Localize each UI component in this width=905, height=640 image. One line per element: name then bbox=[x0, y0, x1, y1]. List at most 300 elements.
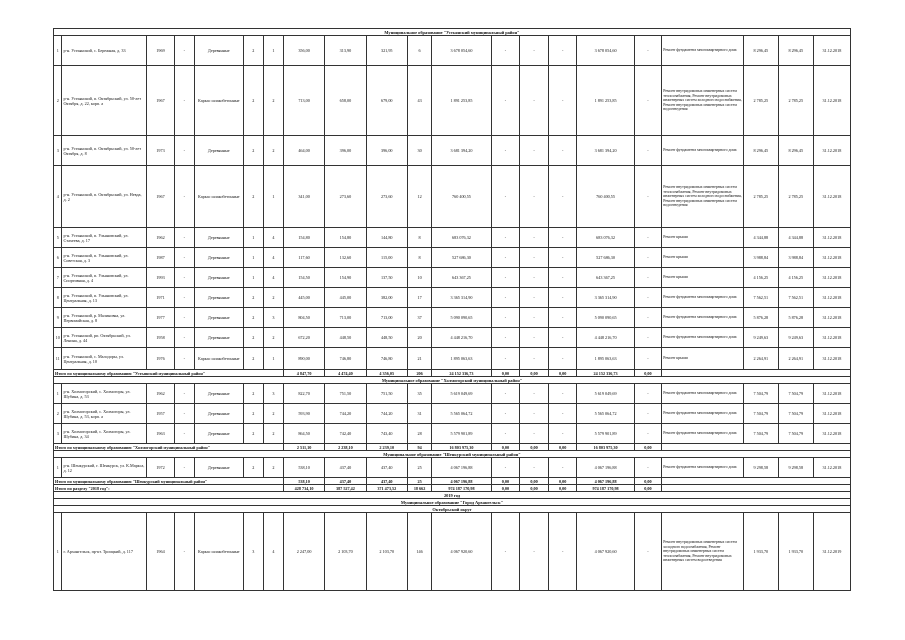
cell-a3: 115,00 bbox=[366, 248, 407, 268]
cell-n: 2 bbox=[54, 404, 62, 424]
cell-s2: 4 156,25 bbox=[778, 268, 813, 288]
section-header-title: Муниципальное образование "Шенкурский муниципальный район" bbox=[54, 451, 851, 458]
cell-mat: Деревянные bbox=[194, 288, 243, 308]
cell-s2: 3 988,84 bbox=[778, 248, 813, 268]
cell-cost2: 1 891 253,85 bbox=[577, 66, 634, 136]
cell-c3: - bbox=[520, 136, 549, 166]
cell-n: 3 bbox=[54, 424, 62, 444]
cell-a1: 890,00 bbox=[283, 348, 324, 370]
cell-x1: - bbox=[174, 458, 194, 478]
cell-res: 12 bbox=[407, 166, 431, 228]
cell-res: 31 bbox=[407, 404, 431, 424]
cell-year: 1967 bbox=[147, 66, 175, 136]
cell-addr: р-н. Шенкурский, г. Шенкурск, ул. К.Маркса, д. 12 bbox=[62, 458, 147, 478]
cell-res: 6 bbox=[407, 36, 431, 66]
cell-year: 1971 bbox=[147, 288, 175, 308]
cell-c3: - bbox=[520, 404, 549, 424]
cell-s1: 9 298,58 bbox=[743, 458, 778, 478]
cell-c4: - bbox=[548, 66, 577, 136]
cell-addr: р-н. Устьянский, с. Бережная, д. 33 bbox=[62, 36, 147, 66]
cell-work: Ремонт фундамента многоквартирного дома bbox=[662, 424, 744, 444]
cell-c4: - bbox=[548, 384, 577, 404]
cell-s1: 2 785,25 bbox=[743, 166, 778, 228]
cell-a2: 437,40 bbox=[325, 458, 366, 478]
cell-c2: - bbox=[491, 36, 520, 66]
cell-cost: 3 365 314,90 bbox=[432, 288, 491, 308]
cell-fl: 2 bbox=[243, 424, 263, 444]
cell-en: 1 bbox=[263, 348, 283, 370]
cell-c2: - bbox=[491, 458, 520, 478]
cell-res: 146 bbox=[407, 513, 431, 591]
cell-work: Ремонт фундамента многоквартирного дома bbox=[662, 384, 744, 404]
total-c2: 0,00 bbox=[491, 370, 520, 377]
cell-en: 4 bbox=[263, 248, 283, 268]
cell-cost2: 4 448 216,70 bbox=[577, 328, 634, 348]
cell-x1: - bbox=[174, 288, 194, 308]
cell-fl: 2 bbox=[243, 136, 263, 166]
cell-en: 4 bbox=[263, 228, 283, 248]
cell-res: 8 bbox=[407, 248, 431, 268]
cell-year: 1962 bbox=[147, 384, 175, 404]
table-row bbox=[54, 328, 851, 348]
cell-mat: Каркас шлакобетонные bbox=[194, 348, 243, 370]
cell-cost2: 5 579 901,89 bbox=[577, 424, 634, 444]
cell-cost2: 527 686,30 bbox=[577, 248, 634, 268]
cell-a1: 822,70 bbox=[283, 384, 324, 404]
total-c4: 0,00 bbox=[548, 444, 577, 451]
cell-date: 31.12.2019 bbox=[813, 513, 850, 591]
total-cost2: 4 067 196,88 bbox=[577, 478, 634, 485]
cell-s1: 4 344,88 bbox=[743, 228, 778, 248]
cell-a1: 341,00 bbox=[283, 166, 324, 228]
cell-c3: - bbox=[520, 248, 549, 268]
table-row bbox=[54, 66, 851, 136]
cell-res: 28 bbox=[407, 424, 431, 444]
cell-c3: - bbox=[520, 458, 549, 478]
cell-a3: 137,50 bbox=[366, 268, 407, 288]
total-a3: 371 473,52 bbox=[366, 485, 407, 492]
cell-fl: 3 bbox=[243, 513, 263, 591]
cell-s1: 2 785,25 bbox=[743, 66, 778, 136]
cell-mat: Деревянные bbox=[194, 308, 243, 328]
cell-cost: 1 891 253,85 bbox=[432, 66, 491, 136]
cell-n: 2 bbox=[54, 66, 62, 136]
cell-c2: - bbox=[491, 513, 520, 591]
total-a2: 4 474,40 bbox=[325, 370, 366, 377]
total-cost: 974 187 170,98 bbox=[432, 485, 491, 492]
cell-c2: - bbox=[491, 166, 520, 228]
cell-cost2: 3 681 394,20 bbox=[577, 136, 634, 166]
total-blank-cell bbox=[662, 478, 851, 485]
cell-a3: 396,00 bbox=[366, 136, 407, 166]
cell-mat: Деревянные bbox=[194, 404, 243, 424]
total-c5: 0,00 bbox=[634, 370, 662, 377]
cell-date: 31.12.2018 bbox=[813, 458, 850, 478]
cell-a2: 154,80 bbox=[325, 228, 366, 248]
cell-addr: г. Архангельск, пр-кт. Троицкий, д. 117 bbox=[62, 513, 147, 591]
cell-year: 1967 bbox=[147, 166, 175, 228]
cell-a1: 154,80 bbox=[283, 228, 324, 248]
subsection-header-title: Октябрьский округ bbox=[54, 506, 851, 513]
cell-fl: 2 bbox=[243, 348, 263, 370]
cell-res: 37 bbox=[407, 308, 431, 328]
cell-cost2: 760 400,55 bbox=[577, 166, 634, 228]
cell-cost: 1 895 063,63 bbox=[432, 348, 491, 370]
cell-cost: 5 579 901,89 bbox=[432, 424, 491, 444]
cell-en: 3 bbox=[263, 384, 283, 404]
total-c2: 0,00 bbox=[491, 478, 520, 485]
cell-cost: 4 448 216,70 bbox=[432, 328, 491, 348]
total-row bbox=[54, 444, 851, 451]
cell-year: 1969 bbox=[147, 36, 175, 66]
cell-addr: р-н. Устьянский, с. Малодоры, ул. Центральная, д. 10 bbox=[62, 348, 147, 370]
cell-s2: 2 264,91 bbox=[778, 348, 813, 370]
total-c4: 0,00 bbox=[548, 485, 577, 492]
cell-a2: 744,20 bbox=[325, 404, 366, 424]
cell-addr: р-н. Холмогорский, с. Холмогоры, ул. Шубина, д. 34 bbox=[62, 424, 147, 444]
cell-cost2: 3 678 054,60 bbox=[577, 36, 634, 66]
cell-cost: 3 678 054,60 bbox=[432, 36, 491, 66]
cell-year: 1993 bbox=[147, 268, 175, 288]
cell-mat: Деревянные bbox=[194, 228, 243, 248]
table-row bbox=[54, 404, 851, 424]
cell-c4: - bbox=[548, 348, 577, 370]
section-header bbox=[54, 451, 851, 458]
cell-work: Ремонт внутридомовых инженерных систем холодного водоснабжения, Ремонт внутридомовых инженерных систем теплоснабжения, Ремонт внутридомовых инженерных систем водоотведения bbox=[662, 513, 744, 591]
cell-a2: 273,60 bbox=[325, 166, 366, 228]
section-header-title: Муниципальное образование "Холмогорский муниципальный район" bbox=[54, 377, 851, 384]
cell-fl: 1 bbox=[243, 228, 263, 248]
cell-work: Ремонт фундамента многоквартирного дома bbox=[662, 404, 744, 424]
cell-res: 10 bbox=[407, 268, 431, 288]
cell-x1: - bbox=[174, 66, 194, 136]
cell-c5: - bbox=[634, 248, 662, 268]
cell-work: Ремонт фундамента многоквартирного дома bbox=[662, 136, 744, 166]
cell-addr: р-н. Устьянский, п. Ульяновский, ул. Стахеева, д. 17 bbox=[62, 228, 147, 248]
cell-a3: 321,95 bbox=[366, 36, 407, 66]
cell-a1: 864,50 bbox=[283, 424, 324, 444]
cell-work: Ремонт крыши bbox=[662, 348, 744, 370]
cell-c5: - bbox=[634, 404, 662, 424]
total-label: Итого по муниципальному образованию "Устьянский муниципальный район" bbox=[54, 370, 284, 377]
total-cost2: 974 187 170,98 bbox=[577, 485, 634, 492]
cell-cost2: 5 565 064,72 bbox=[577, 404, 634, 424]
cell-c5: - bbox=[634, 166, 662, 228]
cell-fl: 2 bbox=[243, 328, 263, 348]
cell-c4: - bbox=[548, 228, 577, 248]
cell-x1: - bbox=[174, 36, 194, 66]
cell-c3: - bbox=[520, 328, 549, 348]
cell-date: 31.12.2018 bbox=[813, 248, 850, 268]
table-row bbox=[54, 513, 851, 591]
cell-cost: 4 067 920,60 bbox=[432, 513, 491, 591]
cell-n: 1 bbox=[54, 36, 62, 66]
cell-addr: р-н. Устьянский, п. Октябрьский, ул. 50-лет Октября, д. 22, корп. а bbox=[62, 66, 147, 136]
total-a2: 387 527,42 bbox=[325, 485, 366, 492]
cell-a2: 313,90 bbox=[325, 36, 366, 66]
cell-year: 1962 bbox=[147, 228, 175, 248]
cell-year: 1964 bbox=[147, 513, 175, 591]
cell-c4: - bbox=[548, 248, 577, 268]
cell-s2: 7 562,51 bbox=[778, 288, 813, 308]
total-cost2: 24 152 336,73 bbox=[577, 370, 634, 377]
cell-x1: - bbox=[174, 248, 194, 268]
cell-res: 21 bbox=[407, 348, 431, 370]
cell-date: 31.12.2018 bbox=[813, 166, 850, 228]
cell-c5: - bbox=[634, 328, 662, 348]
cell-x1: - bbox=[174, 308, 194, 328]
cell-work: Ремонт фундамента многоквартирного дома bbox=[662, 288, 744, 308]
total-a3: 2 239,10 bbox=[366, 444, 407, 451]
cell-c4: - bbox=[548, 328, 577, 348]
cell-cost: 5 619 049,69 bbox=[432, 384, 491, 404]
cell-c2: - bbox=[491, 268, 520, 288]
cell-res: 8 bbox=[407, 228, 431, 248]
cell-s1: 5 876,28 bbox=[743, 308, 778, 328]
section-header bbox=[54, 377, 851, 384]
cell-c5: - bbox=[634, 136, 662, 166]
cell-c2: - bbox=[491, 404, 520, 424]
cell-c3: - bbox=[520, 384, 549, 404]
table-row bbox=[54, 424, 851, 444]
cell-cost2: 1 895 063,63 bbox=[577, 348, 634, 370]
total-label: Итого по муниципальному образованию "Холмогорский муниципальный район" bbox=[54, 444, 284, 451]
table-row bbox=[54, 348, 851, 370]
cell-c3: - bbox=[520, 348, 549, 370]
total-c5: 0,00 bbox=[634, 478, 662, 485]
section-header bbox=[54, 499, 851, 506]
cell-n: 8 bbox=[54, 288, 62, 308]
cell-a3: 144,80 bbox=[366, 228, 407, 248]
cell-cost: 5 090 090,65 bbox=[432, 308, 491, 328]
cell-addr: р-н. Устьянский, р. Малиновка, ул. Первомайская, д. 8 bbox=[62, 308, 147, 328]
table-row bbox=[54, 166, 851, 228]
cell-c5: - bbox=[634, 513, 662, 591]
cell-s1: 4 156,25 bbox=[743, 268, 778, 288]
cell-a3: 743,40 bbox=[366, 424, 407, 444]
cell-cost2: 4 067 196,88 bbox=[577, 458, 634, 478]
cell-s1: 8 296,45 bbox=[743, 136, 778, 166]
cell-mat: Каркас шлакобетонные bbox=[194, 513, 243, 591]
cell-c5: - bbox=[634, 458, 662, 478]
cell-work: Ремонт фундамента многоквартирного дома bbox=[662, 308, 744, 328]
total-res: 18 662 bbox=[407, 485, 431, 492]
cell-a3: 448,50 bbox=[366, 328, 407, 348]
cell-work: Ремонт фундамента многоквартирного дома bbox=[662, 36, 744, 66]
cell-cost: 5 565 064,72 bbox=[432, 404, 491, 424]
cell-date: 31.12.2018 bbox=[813, 268, 850, 288]
cell-year: 1973 bbox=[147, 136, 175, 166]
cell-c2: - bbox=[491, 248, 520, 268]
cell-c2: - bbox=[491, 348, 520, 370]
cell-a2: 445,00 bbox=[325, 288, 366, 308]
cell-date: 31.12.2018 bbox=[813, 36, 850, 66]
cell-s2: 4 344,88 bbox=[778, 228, 813, 248]
cell-n: 1 bbox=[54, 384, 62, 404]
cell-en: 2 bbox=[263, 136, 283, 166]
cell-c5: - bbox=[634, 308, 662, 328]
cell-addr: р-н. Устьянский, п. Ульяновский, ул. Центральная, д. 13 bbox=[62, 288, 147, 308]
cell-a1: 804,50 bbox=[283, 308, 324, 328]
total-c5: 0,00 bbox=[634, 485, 662, 492]
cell-n: 4 bbox=[54, 166, 62, 228]
total-a1: 538,10 bbox=[283, 478, 324, 485]
total-cost: 16 803 975,30 bbox=[432, 444, 491, 451]
cell-res: 43 bbox=[407, 66, 431, 136]
cell-a2: 742,40 bbox=[325, 424, 366, 444]
total-a2: 2 238,10 bbox=[325, 444, 366, 451]
cell-c2: - bbox=[491, 136, 520, 166]
cell-a1: 117,60 bbox=[283, 248, 324, 268]
cell-c2: - bbox=[491, 424, 520, 444]
cell-date: 31.12.2018 bbox=[813, 288, 850, 308]
cell-c5: - bbox=[634, 66, 662, 136]
cell-fl: 2 bbox=[243, 166, 263, 228]
cell-c4: - bbox=[548, 513, 577, 591]
cell-c3: - bbox=[520, 166, 549, 228]
cell-s2: 2 785,25 bbox=[778, 66, 813, 136]
cell-en: 2 bbox=[263, 288, 283, 308]
cell-c2: - bbox=[491, 308, 520, 328]
cell-c4: - bbox=[548, 36, 577, 66]
cell-en: 4 bbox=[263, 268, 283, 288]
cell-c5: - bbox=[634, 348, 662, 370]
cell-s2: 7 504,79 bbox=[778, 404, 813, 424]
cell-n: 1 bbox=[54, 513, 62, 591]
cell-cost2: 683 076,32 bbox=[577, 228, 634, 248]
cell-s2: 7 504,79 bbox=[778, 424, 813, 444]
cell-mat: Деревянные bbox=[194, 36, 243, 66]
total-cost: 4 067 196,88 bbox=[432, 478, 491, 485]
cell-x1: - bbox=[174, 268, 194, 288]
cell-c3: - bbox=[520, 424, 549, 444]
subsection-header bbox=[54, 506, 851, 513]
cell-s1: 7 504,79 bbox=[743, 424, 778, 444]
cell-c2: - bbox=[491, 228, 520, 248]
cell-date: 31.12.2018 bbox=[813, 308, 850, 328]
cell-work: Ремонт внутридомовых инженерных систем теплоснабжения, Ремонт внутридомовых инженерных систем холодного водоснабжения, Ремонт внутридомовых инженерных систем водоотведения bbox=[662, 166, 744, 228]
cell-en: 1 bbox=[263, 166, 283, 228]
cell-cost2: 5 619 049,69 bbox=[577, 384, 634, 404]
cell-res: 30 bbox=[407, 136, 431, 166]
cell-n: 11 bbox=[54, 348, 62, 370]
cell-cost: 3 681 394,20 bbox=[432, 136, 491, 166]
cell-a2: 2 103,70 bbox=[325, 513, 366, 591]
cell-a1: 464,00 bbox=[283, 136, 324, 166]
cell-c3: - bbox=[520, 228, 549, 248]
total-res: 25 bbox=[407, 478, 431, 485]
cell-a3: 713,00 bbox=[366, 308, 407, 328]
cell-cost2: 3 365 314,90 bbox=[577, 288, 634, 308]
cell-en: 4 bbox=[263, 513, 283, 591]
cell-a2: 751,50 bbox=[325, 384, 366, 404]
cell-a2: 658,00 bbox=[325, 66, 366, 136]
cell-fl: 2 bbox=[243, 458, 263, 478]
cell-x1: - bbox=[174, 424, 194, 444]
total-c2: 0,00 bbox=[491, 485, 520, 492]
cell-a1: 2 247,00 bbox=[283, 513, 324, 591]
cell-a3: 382,00 bbox=[366, 288, 407, 308]
cell-c4: - bbox=[548, 308, 577, 328]
cell-s2: 2 785,25 bbox=[778, 166, 813, 228]
cell-c5: - bbox=[634, 384, 662, 404]
cell-n: 5 bbox=[54, 228, 62, 248]
cell-mat: Каркас шлакобетонные bbox=[194, 66, 243, 136]
cell-a3: 273,60 bbox=[366, 166, 407, 228]
cell-s2: 1 933,70 bbox=[778, 513, 813, 591]
cell-s2: 7 504,79 bbox=[778, 384, 813, 404]
cell-c3: - bbox=[520, 308, 549, 328]
total-blank-cell bbox=[662, 444, 851, 451]
cell-x1: - bbox=[174, 166, 194, 228]
cell-n: 6 bbox=[54, 248, 62, 268]
cell-n: 1 bbox=[54, 458, 62, 478]
cell-s2: 8 296,45 bbox=[778, 136, 813, 166]
cell-s1: 7 562,51 bbox=[743, 288, 778, 308]
cell-a2: 132,60 bbox=[325, 248, 366, 268]
total-c2: 0,00 bbox=[491, 444, 520, 451]
cell-a1: 672,20 bbox=[283, 328, 324, 348]
cell-date: 31.12.2018 bbox=[813, 404, 850, 424]
cell-fl: 1 bbox=[243, 268, 263, 288]
cell-c4: - bbox=[548, 458, 577, 478]
cell-s1: 8 296,45 bbox=[743, 36, 778, 66]
cell-c3: - bbox=[520, 513, 549, 591]
total-row bbox=[54, 478, 851, 485]
cell-mat: Деревянные bbox=[194, 248, 243, 268]
cell-en: 2 bbox=[263, 404, 283, 424]
cell-c2: - bbox=[491, 328, 520, 348]
cell-c3: - bbox=[520, 66, 549, 136]
cell-year: 1987 bbox=[147, 248, 175, 268]
cell-fl: 2 bbox=[243, 36, 263, 66]
cell-c4: - bbox=[548, 424, 577, 444]
cell-c5: - bbox=[634, 288, 662, 308]
cell-a1: 356,00 bbox=[283, 36, 324, 66]
table-row bbox=[54, 308, 851, 328]
cell-a1: 713,00 bbox=[283, 66, 324, 136]
cell-a3: 744,20 bbox=[366, 404, 407, 424]
cell-fl: 2 bbox=[243, 308, 263, 328]
cell-year: 1972 bbox=[147, 458, 175, 478]
cell-addr: р-н. Устьянский, п. Ульяновский, ул. Советская, д. 3 bbox=[62, 248, 147, 268]
cell-c2: - bbox=[491, 384, 520, 404]
cell-en: 2 bbox=[263, 66, 283, 136]
table-row bbox=[54, 228, 851, 248]
total-c4: 0,00 bbox=[548, 370, 577, 377]
total-res: 94 bbox=[407, 444, 431, 451]
cell-x1: - bbox=[174, 348, 194, 370]
cell-en: 2 bbox=[263, 458, 283, 478]
total-c3: 0,00 bbox=[520, 485, 549, 492]
cell-fl: 2 bbox=[243, 288, 263, 308]
table-row bbox=[54, 458, 851, 478]
cell-date: 31.12.2018 bbox=[813, 424, 850, 444]
cell-x1: - bbox=[174, 404, 194, 424]
cell-addr: р-н. Устьянский, п. Октябрьский, ул. 50-лет Октября, д. 8 bbox=[62, 136, 147, 166]
cell-a1: 445,00 bbox=[283, 288, 324, 308]
cell-a3: 2 103,70 bbox=[366, 513, 407, 591]
cell-a2: 713,00 bbox=[325, 308, 366, 328]
cell-date: 31.12.2018 bbox=[813, 66, 850, 136]
cell-date: 31.12.2018 bbox=[813, 384, 850, 404]
cell-s2: 9 249,63 bbox=[778, 328, 813, 348]
cell-a3: 746,80 bbox=[366, 348, 407, 370]
cell-x1: - bbox=[174, 228, 194, 248]
cell-mat: Деревянные bbox=[194, 136, 243, 166]
cell-addr: р-н. Устьянский, п. Октябрьский, ул. Невда, д. 2 bbox=[62, 166, 147, 228]
cell-res: 25 bbox=[407, 458, 431, 478]
